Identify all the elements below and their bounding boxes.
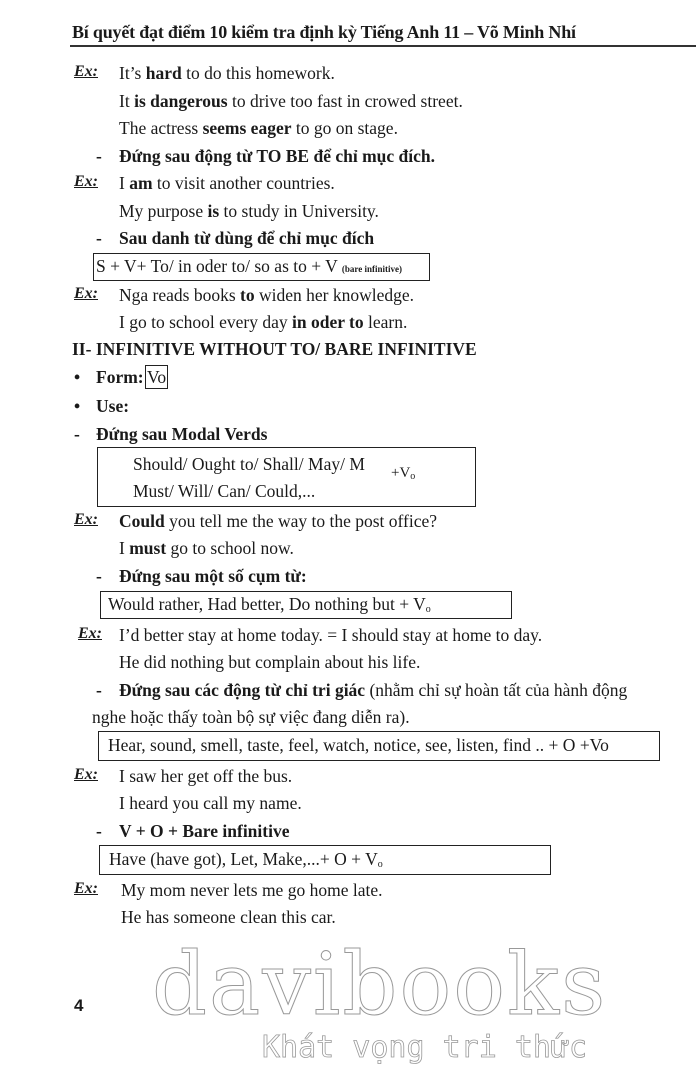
- example-label: Ex:: [74, 766, 98, 783]
- dash-bullet: -: [96, 146, 102, 166]
- perception-verbs-text: Hear, sound, smell, taste, feel, watch, notice, see, listen, find .. + O +Vo: [108, 735, 609, 755]
- dash-bullet: -: [96, 228, 102, 248]
- example-sentence: Nga reads books to widen her knowledge.: [119, 285, 414, 305]
- example-sentence: I’d better stay at home today. = I should stay at home to day.: [119, 625, 543, 645]
- example-sentence: I go to school every day in oder to learn.: [119, 312, 408, 332]
- modal-list-row1: Should/ Ought to/ Shall/ May/ M: [133, 454, 365, 474]
- example-sentence: I heard you call my name.: [119, 793, 302, 813]
- dash-bullet: -: [74, 424, 80, 444]
- bullet-dot: •: [74, 367, 81, 387]
- example-label: Ex:: [74, 880, 98, 897]
- example-sentence: I must go to school now.: [119, 538, 294, 558]
- example-sentence: My mom never lets me go home late.: [121, 880, 383, 900]
- example-sentence: He has someone clean this car.: [121, 907, 336, 927]
- causative-text: Have (have got), Let, Make,...+ $O + V_o$: [109, 849, 383, 870]
- section-heading: II- INFINITIVE WITHOUT TO/ BARE INFINITIVE: [72, 339, 477, 359]
- rule-heading: Đứng sau một số cụm từ:: [119, 566, 307, 586]
- example-sentence: Could you tell me the way to the post office?: [119, 511, 438, 531]
- formula-text: S + V+ To/ in oder to/ so as to + V (bare infinitive): [96, 256, 402, 276]
- rule-heading: V + O + Bare infinitive: [119, 821, 290, 841]
- modal-list-row2: Must/ Will/ Can/ Could,...: [133, 481, 316, 501]
- rule-heading: Đứng sau các động từ chỉ tri giác (nhằm chỉ sự hoàn tất của hành động: [119, 680, 628, 700]
- use-label: Use:: [96, 396, 130, 416]
- phrase-text: Would rather, Had better, Do nothing but + $V_o$: [108, 594, 431, 615]
- rule-heading: Sau danh từ dùng để chỉ mục đích: [119, 228, 375, 248]
- dash-bullet: -: [96, 566, 102, 586]
- example-sentence: I am to visit another countries.: [119, 173, 335, 193]
- rule-heading: Đứng sau động từ TO BE để chỉ mục đích.: [119, 146, 435, 166]
- page-number: 4: [74, 996, 84, 1015]
- running-header: Bí quyết đạt điểm 10 kiểm tra định kỳ Tiếng Anh 11 – Võ Minh Nhí: [72, 22, 576, 42]
- example-label: Ex:: [78, 625, 102, 642]
- watermark-logo: davibooks: [152, 935, 608, 1035]
- rule-heading: Đứng sau Modal Verds: [96, 424, 268, 444]
- example-label: Ex:: [74, 511, 98, 528]
- modal-suffix: $+V_o$: [391, 465, 416, 482]
- example-label: Ex:: [74, 285, 98, 302]
- example-sentence: It is dangerous to drive too fast in crowed street.: [119, 91, 463, 111]
- example-label: Ex:: [74, 173, 98, 190]
- form-value-box: Vo: [147, 367, 167, 387]
- example-sentence: I saw her get off the bus.: [119, 766, 293, 786]
- watermark-slogan: Khát vọng tri thức: [262, 1030, 588, 1065]
- bullet-dot: •: [74, 396, 81, 416]
- dash-bullet: -: [96, 680, 102, 700]
- example-sentence: It’s hard to do this homework.: [119, 63, 335, 83]
- form-label: Form:: [96, 367, 144, 387]
- example-label: Ex:: [74, 63, 98, 80]
- rule-heading-continued: nghe hoặc thấy toàn bộ sự việc đang diễn ra).: [92, 707, 410, 727]
- dash-bullet: -: [96, 821, 102, 841]
- header-rule: [70, 45, 696, 47]
- example-sentence: He did nothing but complain about his life.: [119, 652, 421, 672]
- example-sentence: The actress seems eager to go on stage.: [119, 118, 398, 138]
- example-sentence: My purpose is to study in University.: [119, 201, 379, 221]
